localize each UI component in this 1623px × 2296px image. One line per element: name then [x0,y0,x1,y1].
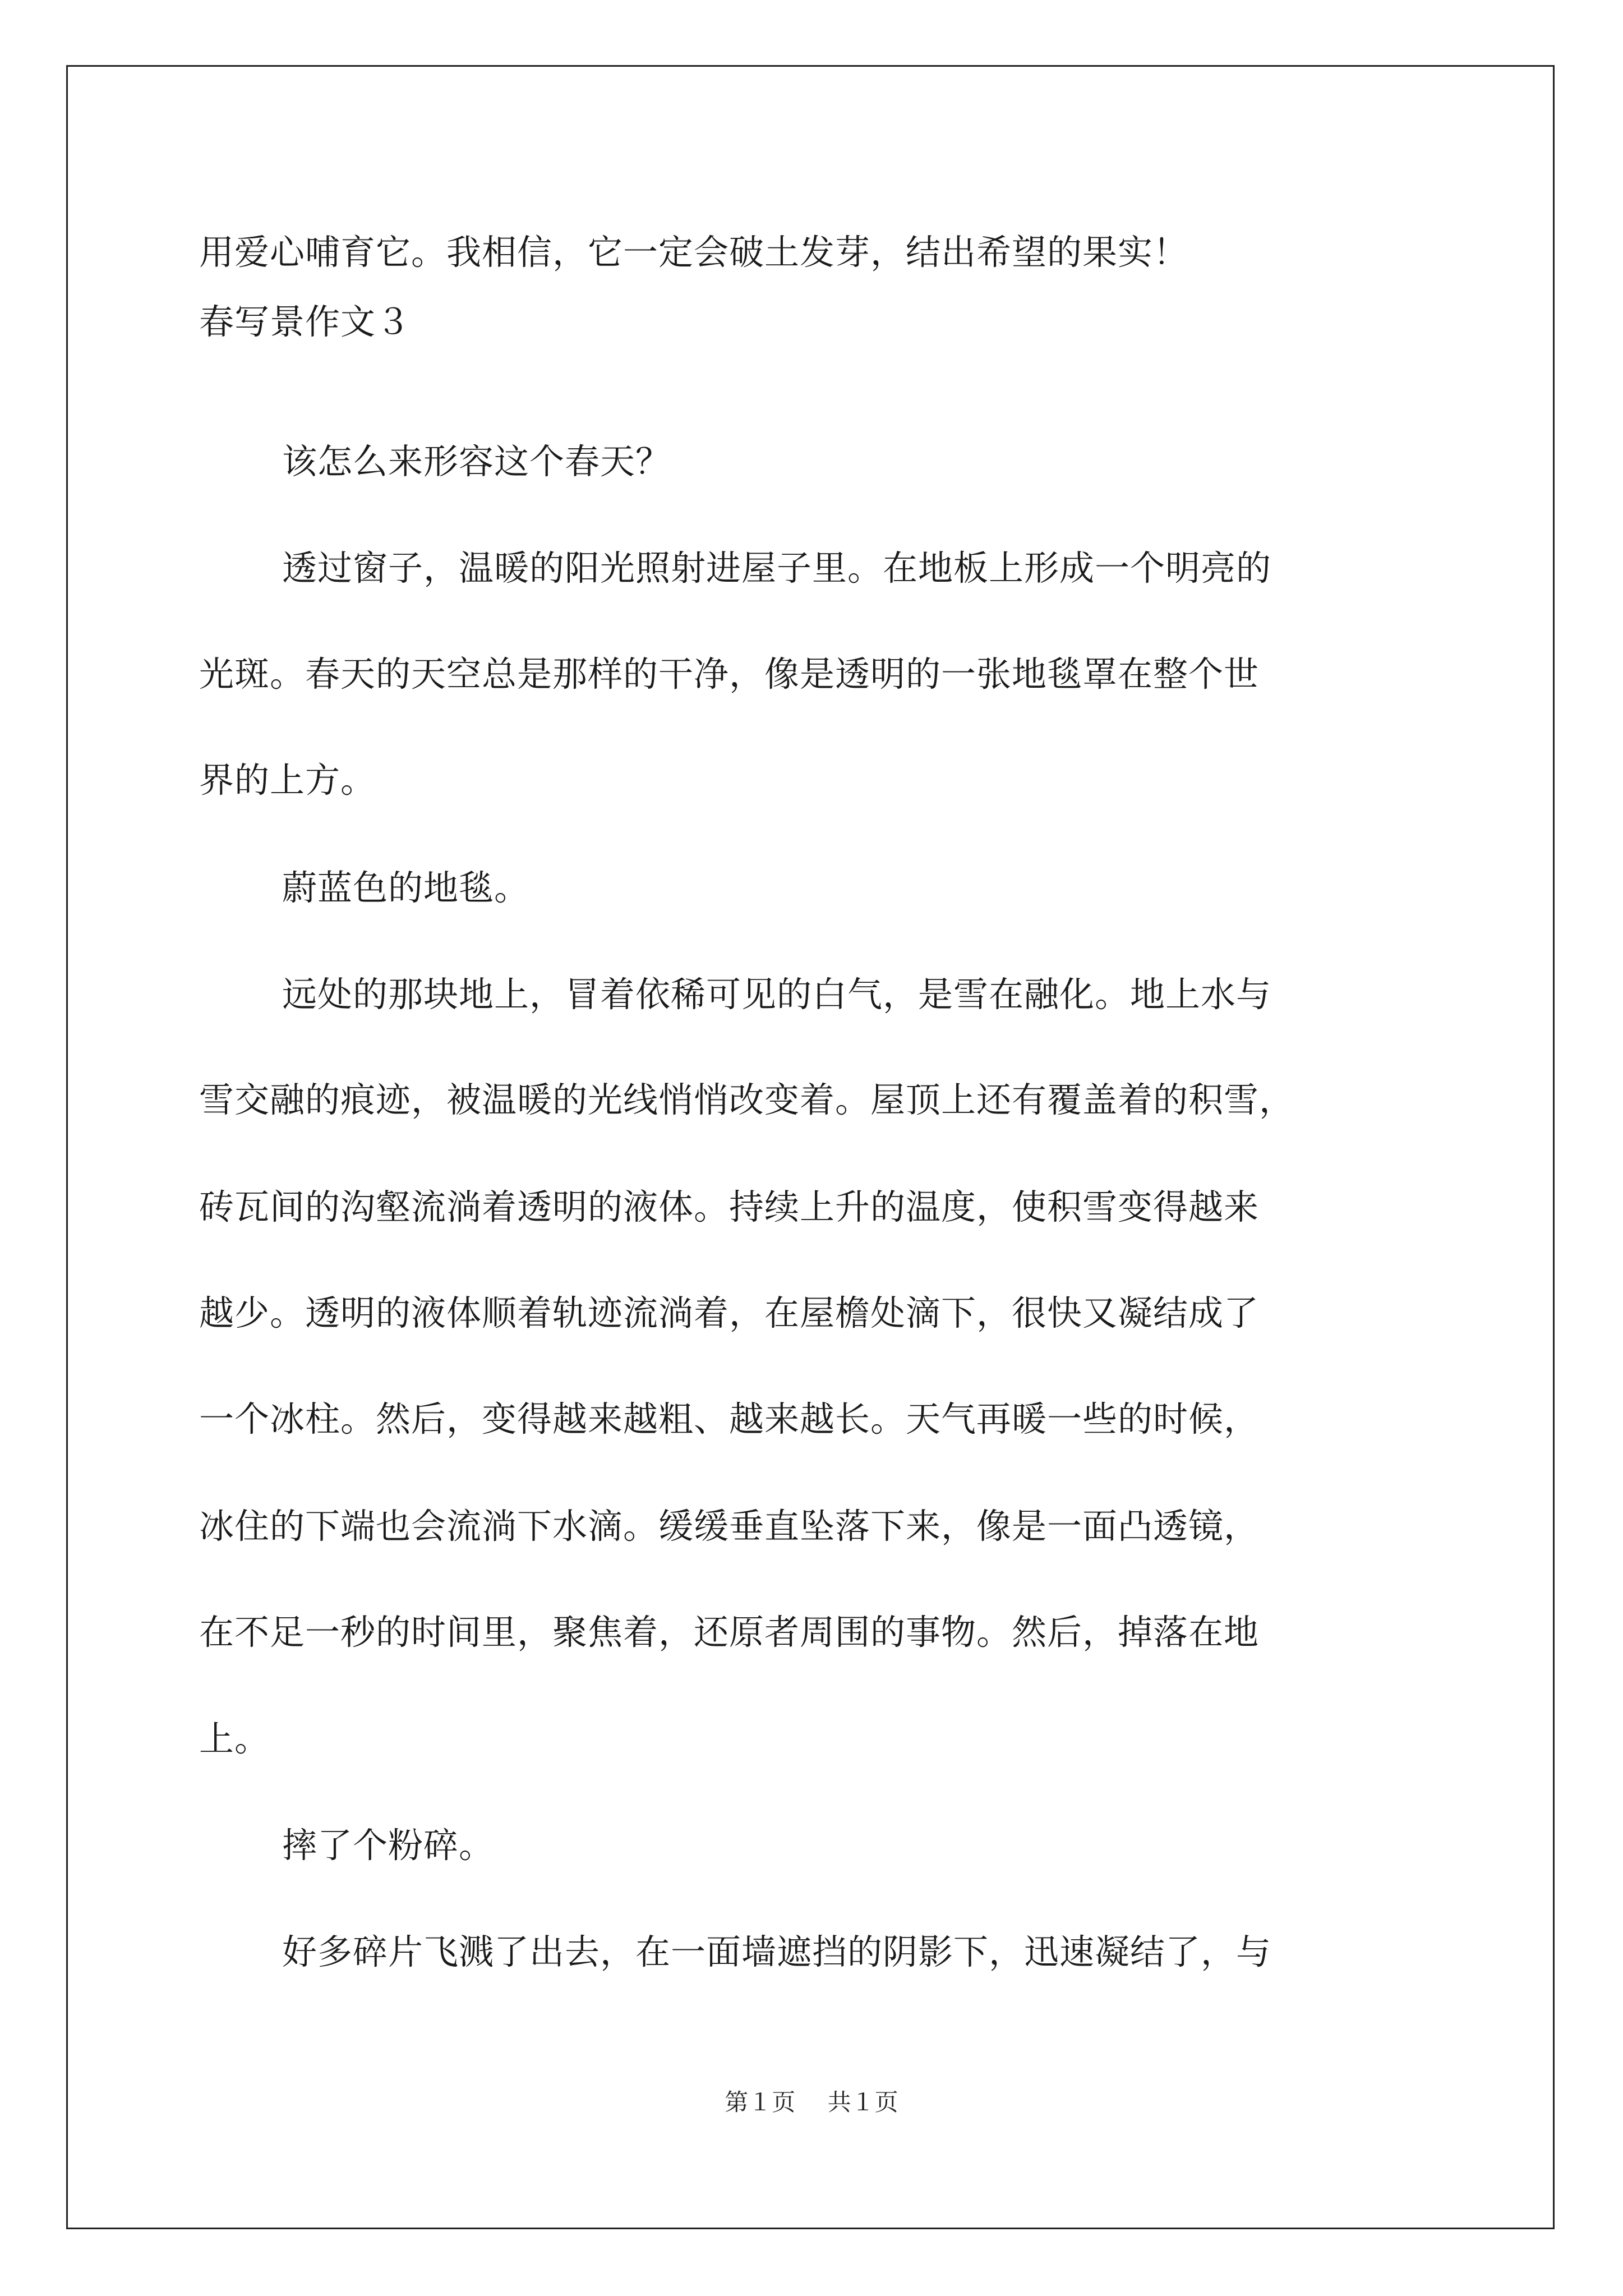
page-footer [0,2086,1623,2119]
text-line: 上。 [199,1718,270,1759]
text-line: 该怎么来形容这个春天？ [282,441,671,482]
text-line: 砖瓦间的沟壑流淌着透明的液体。持续上升的温度，使积雪变得越来 [199,1186,1260,1227]
text-line: 雪交融的痕迹，被温暖的光线悄悄改变着。屋顶上还有覆盖着的积雪， [199,1079,1295,1120]
text-line: 透过窗子，温暖的阳光照射进屋子里。在地板上形成一个明亮的 [282,547,1272,588]
text-line: 远处的那块地上，冒着依稀可见的白气，是雪在融化。地上水与 [282,974,1272,1015]
text-line: 一个冰柱。然后，变得越来越粗、越来越长。天气再暖一些的时候， [199,1398,1260,1439]
text-line: 越少。透明的液体顺着轨迹流淌着，在屋檐处滴下，很快又凝结成了 [199,1292,1260,1333]
section-title: 春写景作文３ [199,301,412,342]
page-number: 第１页 [725,2088,796,2116]
text-line: 冰住的下端也会流淌下水滴。缓缓垂直坠落下来，像是一面凸透镜， [199,1506,1260,1547]
text-line: 界的上方。 [199,760,376,800]
text-line: 光斑。春天的天空总是那样的干净，像是透明的一张地毯罩在整个世 [199,654,1260,694]
page-border [66,65,1555,2229]
page-total: 共１页 [827,2088,898,2116]
text-line: 蔚蓝色的地毯。 [282,867,530,908]
text-line: 在不足一秒的时间里，聚焦着，还原者周围的事物。然后，掉落在地 [199,1612,1260,1653]
text-line: 摔了个粉碎。 [282,1825,495,1866]
text-line: 好多碎片飞溅了出去，在一面墙遮挡的阴影下，迅速凝结了，与 [282,1931,1272,1972]
text-line: 用爱心哺育它。我相信，它一定会破土发芽，结出希望的果实！ [199,232,1189,273]
